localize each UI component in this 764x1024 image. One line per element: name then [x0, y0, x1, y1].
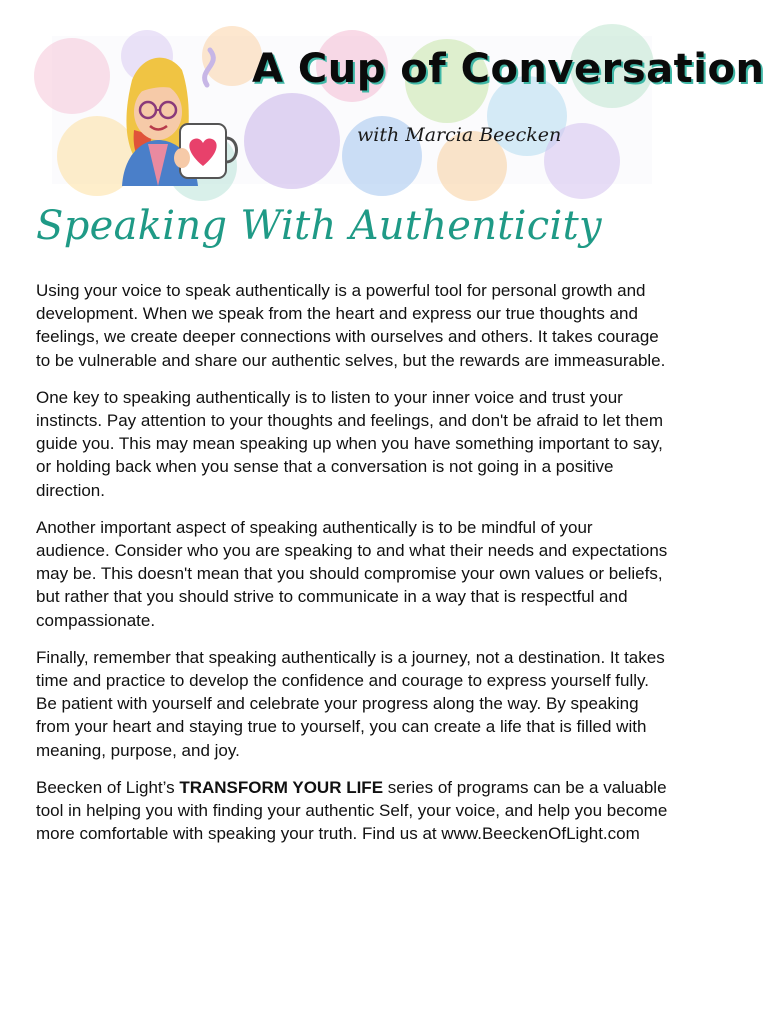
paragraph-2: One key to speaking authentically is to listen to your inner voice and trust your instincts. Pay attention to your thoughts and feelings, and don't be afraid to let them guide you. This may mean speaking up when you have something important to say, or holding back when you sense that a conversation is not going in a positive direction. [36, 387, 663, 500]
article-body [36, 279, 668, 859]
paragraph-3: Another important aspect of speaking authentically is to be mindful of your audience. Consider who you are speaking to and what their needs and expectations may be. This doesn't mean that you should compromise your own values or beliefs, but rather that you should strive to communicate in a way that is respectful and compassionate. [36, 517, 668, 630]
closing-prefix: Beecken of Light’s [36, 777, 180, 797]
avatar-with-mug [112, 40, 242, 186]
closing-suffix: series of programs can be a valuable tool in helping you with finding your authentic Self, your voice, and help you become more comfortable with speaking your truth. Find us at www.BeeckenOfLight.com [36, 777, 668, 844]
closing-paragraph [36, 776, 668, 846]
program-name: TRANSFORM YOUR LIFE [179, 777, 384, 797]
article-title: Speaking With Authenticity [36, 203, 602, 249]
banner-title: A Cup of Conversation [252, 46, 764, 92]
paragraph-4: Finally, remember that speaking authentically is a journey, not a destination. It takes time and practice to develop the confidence and courage to express yourself fully. Be patient with yourself and celebrate your progress along the way. By speaking from your heart and staying true to yourself, you can create a life that is filled with meaning, purpose, and joy. [36, 647, 665, 760]
header-banner [52, 36, 764, 184]
paragraph-1: Using your voice to speak authentically is a powerful tool for personal growth and development. When we speak from the heart and express our true thoughts and feelings, we create deeper connections with ourselves and others. It takes courage to be vulnerable and share our authentic selves, but the rewards are immeasurable. [36, 281, 666, 370]
banner-subtitle: with Marcia Beecken [357, 124, 562, 146]
